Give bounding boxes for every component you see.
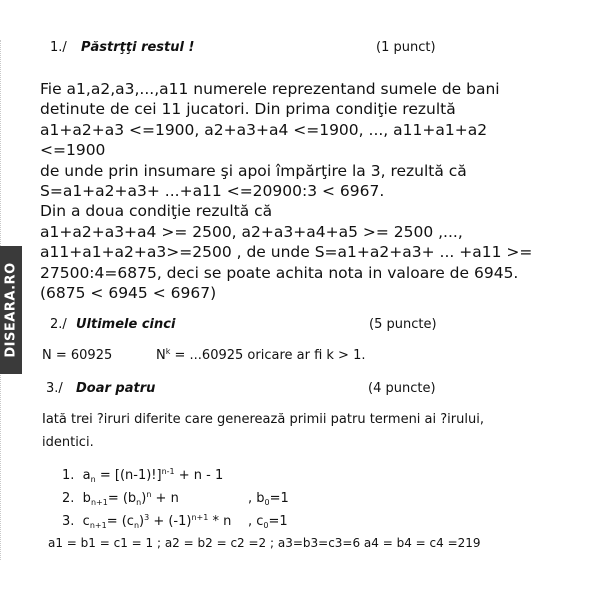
problem-3-intro-line-2: identici.	[42, 435, 94, 450]
solution-line: a1+a2+a3 <=1900, a2+a3+a4 <=1900, ..., a11+a1+a2	[40, 120, 488, 139]
problem-2-statement: $N^k = ...60925$ oricare ar fi k > 1.	[156, 347, 366, 363]
formula-3: 3. $c_{n+1}= (c_n)^3 + (-1)^{n+1} * n$	[62, 513, 232, 530]
solution-line: (6875 < 6945 < 6967)	[40, 284, 217, 303]
problem-3-summary: a1 = b1 = c1 = 1 ; a2 = b2 = c2 =2 ; a3=b3=c3=6 a4 = b4 = c4 =219	[48, 536, 481, 550]
problem-1-points: (1 punct)	[376, 40, 436, 55]
solution-line: detinute de cei 11 jucatori. Din prima condiţie rezultă	[40, 100, 456, 119]
problem-3-points: (4 puncte)	[368, 381, 436, 396]
problem-1-number: 1./	[50, 40, 67, 55]
solution-line: 27500:4=6875, deci se poate achita nota in valoare de 6945.	[40, 263, 519, 282]
problem-3-intro-line-1: Iată trei ?iruri diferite care generează primii patru termeni ai ?irului,	[42, 412, 484, 427]
watermark-text: DISEARA.RO	[3, 262, 19, 358]
solution-line: Fie a1,a2,a3,...,a11 numerele reprezentand sumele de bani	[40, 80, 500, 98]
problem-1-title: Păstrţţi restul !	[81, 40, 195, 55]
formula-1: 1. $a_n = [(n-1)!]^{n-1} + n - 1$	[62, 467, 224, 484]
problem-3-title: Doar patru	[76, 381, 156, 396]
formula-3-initial: , $c_0=1$	[248, 514, 288, 530]
solution-line: a1+a2+a3+a4 >= 2500, a2+a3+a4+a5 >= 2500 ,...,	[40, 222, 463, 241]
problem-2-title: Ultimele cinci	[76, 317, 176, 332]
problem-2-n-value: N = 60925	[42, 348, 113, 363]
problem-1-solution	[40, 79, 532, 303]
solution-line: Din a doua condiţie rezultă că	[40, 202, 273, 221]
solution-line: <=1900	[40, 141, 106, 160]
formula-2: 2. $b_{n+1}= (b_n)^n + n$	[62, 490, 179, 507]
problem-2-number: 2./	[50, 317, 67, 332]
problem-3-number: 3./	[46, 381, 63, 396]
problem-2-points: (5 puncte)	[369, 317, 437, 332]
solution-line: de unde prin insumare şi apoi împărţire la 3, rezultă că	[40, 161, 467, 180]
solution-line: a11+a1+a2+a3>=2500 , de unde S=a1+a2+a3+ ... +a11 >=	[40, 243, 533, 262]
formula-2-initial: , $b_0=1$	[248, 491, 289, 507]
solution-line: S=a1+a2+a3+ ...+a11 <=20900:3 < 6967.	[40, 182, 385, 201]
site-watermark-tab	[0, 246, 22, 374]
